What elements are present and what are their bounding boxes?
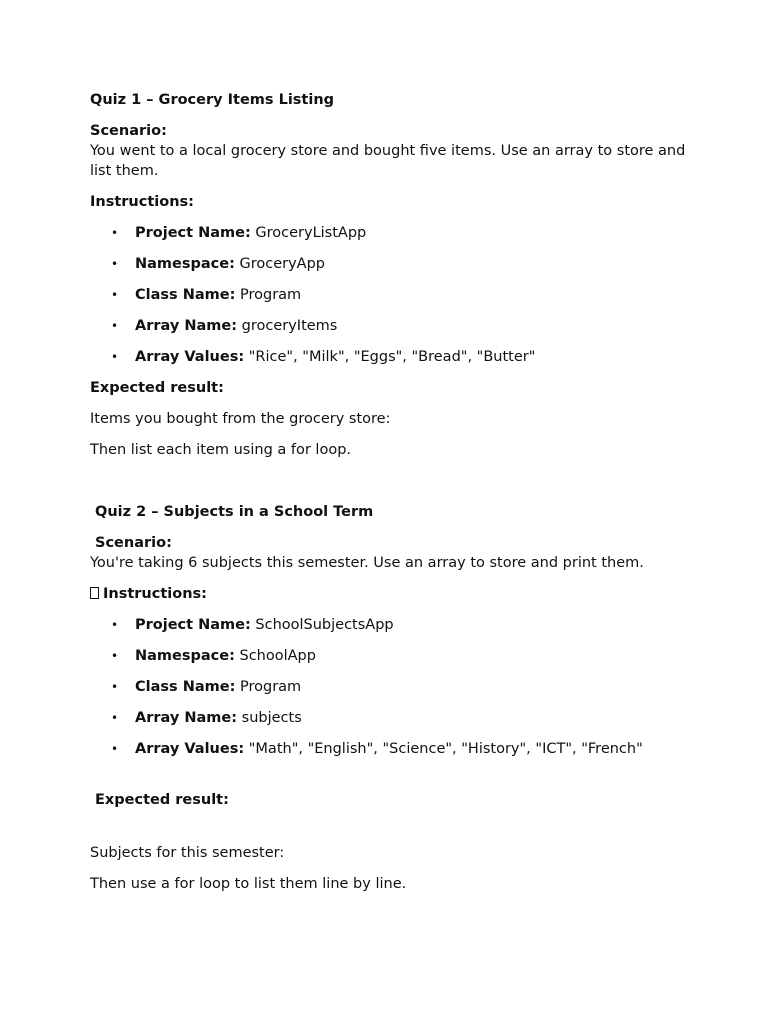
quiz1-expected-label: Expected result: (90, 380, 224, 396)
bullet-icon: • (111, 711, 119, 725)
list-item (90, 739, 690, 759)
item-key: Namespace: (135, 648, 235, 664)
item-key: Namespace: (135, 256, 235, 272)
quiz1-expected-line2: Then list each item using a for loop. (90, 442, 352, 458)
bullet-icon: • (111, 649, 119, 663)
quiz2-title: Quiz 2 – Subjects in a School Term (95, 504, 374, 520)
item-key: Class Name: (135, 679, 236, 695)
item-value: Program (235, 287, 302, 303)
item-key: Array Name: (135, 318, 238, 334)
quiz2-expected-label: Expected result: (95, 792, 229, 808)
quiz2-instructions-row (90, 584, 690, 604)
bullet-icon: • (111, 618, 119, 632)
quiz2-instructions-list (90, 615, 690, 759)
item-value: Program (235, 679, 302, 695)
bullet-icon: • (111, 680, 119, 694)
quiz1-title: Quiz 1 – Grocery Items Listing (90, 92, 335, 108)
bullet-icon: • (111, 257, 119, 271)
quiz1-scenario-text: You went to a local grocery store and bought five items. Use an array to store and list them. (90, 143, 686, 179)
item-value: GroceryApp (234, 256, 326, 272)
quiz2-scenario-label: Scenario: (95, 535, 172, 551)
document-page (90, 90, 690, 894)
quiz2-expected-line2: Then use a for loop to list them line by line. (90, 876, 407, 892)
item-value: groceryItems (237, 318, 338, 334)
item-value: GroceryListApp (250, 225, 367, 241)
list-item (90, 285, 690, 305)
quiz1-expected-line1: Items you bought from the grocery store: (90, 411, 391, 427)
quiz1-instructions-list (90, 223, 690, 367)
list-item (90, 615, 690, 635)
list-item (90, 316, 690, 336)
item-key: Project Name: (135, 225, 251, 241)
list-item (90, 347, 690, 367)
list-item (90, 677, 690, 697)
item-value: "Rice", "Milk", "Eggs", "Bread", "Butter" (244, 349, 536, 365)
item-key: Class Name: (135, 287, 236, 303)
item-value: subjects (237, 710, 302, 726)
item-value: SchoolSubjectsApp (250, 617, 394, 633)
quiz2-scenario-text: You're taking 6 subjects this semester. Use an array to store and print them. (90, 555, 644, 571)
bullet-icon: • (111, 319, 119, 333)
quiz2-expected-line1: Subjects for this semester: (90, 845, 285, 861)
item-key: Array Values: (135, 349, 245, 365)
quiz1-instructions-label: Instructions: (90, 194, 194, 210)
item-key: Array Values: (135, 741, 245, 757)
item-key: Array Name: (135, 710, 238, 726)
list-item (90, 254, 690, 274)
item-key: Project Name: (135, 617, 251, 633)
bullet-icon: • (111, 742, 119, 756)
item-value: "Math", "English", "Science", "History", "ICT", "French" (244, 741, 643, 757)
missing-glyph-icon (90, 587, 99, 599)
bullet-icon: • (111, 226, 119, 240)
list-item (90, 223, 690, 243)
quiz1-scenario-label: Scenario: (90, 123, 167, 139)
list-item (90, 708, 690, 728)
item-value: SchoolApp (234, 648, 316, 664)
list-item (90, 646, 690, 666)
bullet-icon: • (111, 288, 119, 302)
quiz2-instructions-label: Instructions: (103, 586, 207, 602)
bullet-icon: • (111, 350, 119, 364)
